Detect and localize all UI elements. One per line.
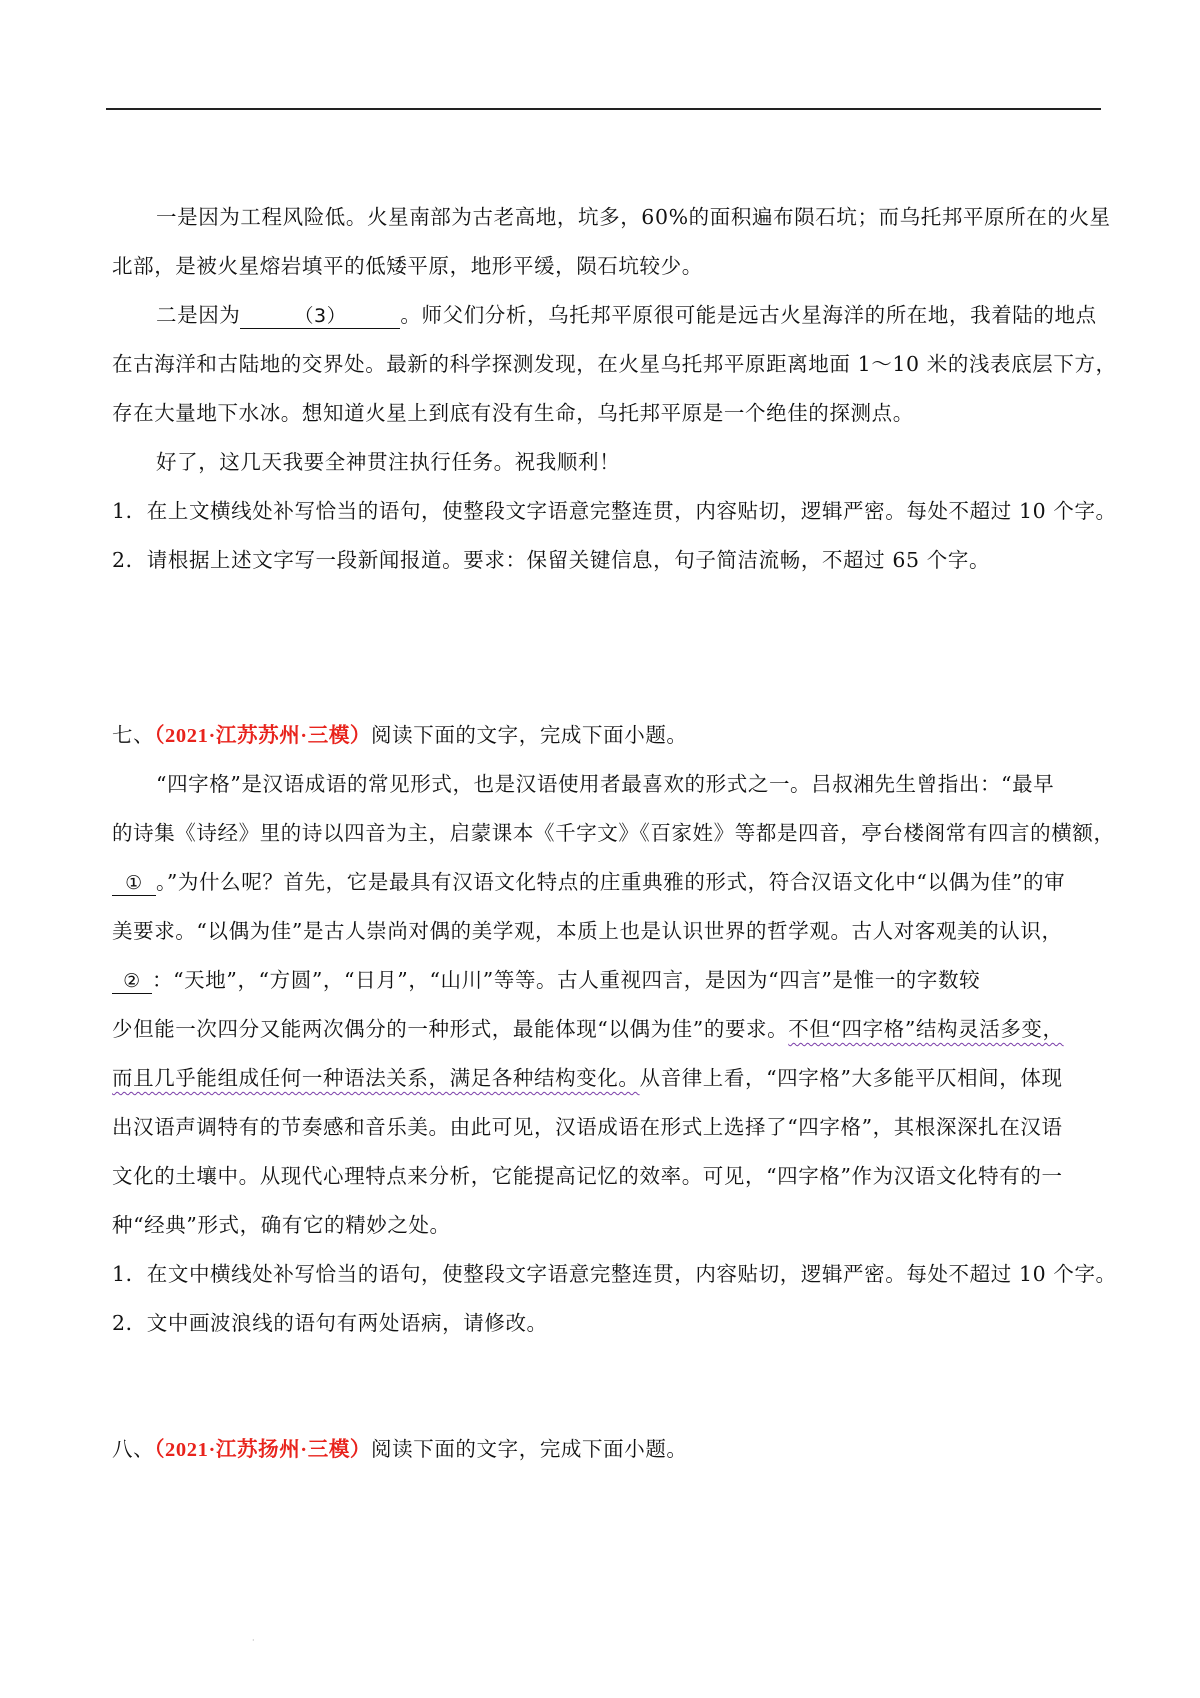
section-8-heading [112,1434,1102,1464]
footer-dot: · [252,1636,255,1645]
passage-a-p1-line1: 一是因为工程风险低。火星南部为古老高地，坑多，60%的面积遍布陨石坑；而乌托邦平原所在的火星 [156,205,1111,229]
section-7-instruction: 阅读下面的文字，完成下面小题。 [371,723,688,747]
passage-a-question-2: 2．请根据上述文字写一段新闻报道。要求：保留关键信息，句子简洁流畅，不超过 65 个字。 [112,548,991,572]
wavy-sentence-part2: 而且几乎能组成任何一种语法关系，满足各种结构变化。 [112,1066,640,1090]
header-rule [106,108,1101,110]
section-7-line9: 文化的土壤中。从现代心理特点来分析，它能提高记忆的效率。可见，“四字格”作为汉语文化特有的一 [112,1164,1063,1188]
section-7-question-1: 1．在文中横线处补写恰当的语句，使整段文字语意完整连贯，内容贴切，逻辑严密。每处不超过 10 个字。 [112,1262,1117,1286]
section-8-number: 八、 [112,1437,155,1461]
passage-a-p2-pre: 二是因为 [156,303,241,327]
passage-a-p2-post: 。师父们分析，乌托邦平原很可能是远古火星海洋的所在地，我着陆的地点 [400,303,1097,327]
section-7-line6-pre: 少但能一次四分又能两次偶分的一种形式，最能体现“以偶为佳”的要求。 [112,1017,789,1041]
section-8-source: （2021·江苏扬州·三模） [154,1439,372,1461]
passage-a-p2-line1 [112,300,1102,330]
section-7-number: 七、 [112,723,155,747]
wavy-sentence-part1: 不但“四字格”结构灵活多变， [788,1017,1064,1041]
section-7-line4: 美要求。“以偶为佳”是古人崇尚对偶的美学观，本质上也是认识世界的哲学观。古人对客观美的认识， [112,919,1063,943]
section-7-line7 [112,1063,1102,1093]
section-7-question-2: 2．文中画波浪线的语句有两处语病，请修改。 [112,1311,548,1335]
section-7-source: （2021·江苏苏州·三模） [154,725,372,747]
section-7-line7-post: 从音律上看，“四字格”大多能平仄相间，体现 [639,1066,1063,1090]
section-7-line8: 出汉语声调特有的节奏感和音乐美。由此可见，汉语成语在形式上选择了“四字格”，其根深深扎在汉语 [112,1115,1063,1139]
passage-a-p2-line3: 存在大量地下水冰。想知道火星上到底有没有生命，乌托邦平原是一个绝佳的探测点。 [112,401,914,425]
section-8-instruction: 阅读下面的文字，完成下面小题。 [371,1437,688,1461]
passage-a-p1-line2: 北部，是被火星熔岩填平的低矮平原，地形平缓，陨石坑较少。 [112,254,703,278]
blank-1[interactable]: ① [112,871,156,896]
section-7-heading [112,720,1102,750]
passage-a-p2-line2: 在古海洋和古陆地的交界处。最新的科学探测发现，在火星乌托邦平原距离地面 1～10 米的浅表底层下方， [112,352,1117,376]
blank-3[interactable]: （3） [240,304,400,329]
section-7-line1: “四字格”是汉语成语的常见形式，也是汉语使用者最喜欢的形式之一。吕叔湘先生曾指出：“最早 [156,772,1055,796]
section-7-line2: 的诗集《诗经》里的诗以四音为主，启蒙课本《千字文》《百家姓》等都是四音，亭台楼阁常有四言的横额， [112,821,1115,845]
blank-2[interactable]: ② [112,969,152,994]
section-7-line5 [112,965,1102,995]
section-7-line3-post: 。”为什么呢？首先，它是最具有汉语文化特点的庄重典雅的形式，符合汉语文化中“以偶为佳”的审 [156,870,1066,894]
passage-a-p3: 好了，这几天我要全神贯注执行任务。祝我顺利！ [156,450,621,474]
section-7-line6 [112,1014,1102,1044]
section-7-line5-post: ：“天地”，“方圆”，“日月”，“山川”等等。古人重视四言，是因为“四言”是惟一的字数较 [152,968,981,992]
section-7-line3 [112,867,1102,897]
section-7-line10: 种“经典”形式，确有它的精妙之处。 [112,1213,451,1237]
passage-a-question-1: 1．在上文横线处补写恰当的语句，使整段文字语意完整连贯，内容贴切，逻辑严密。每处不超过 10 个字。 [112,499,1117,523]
